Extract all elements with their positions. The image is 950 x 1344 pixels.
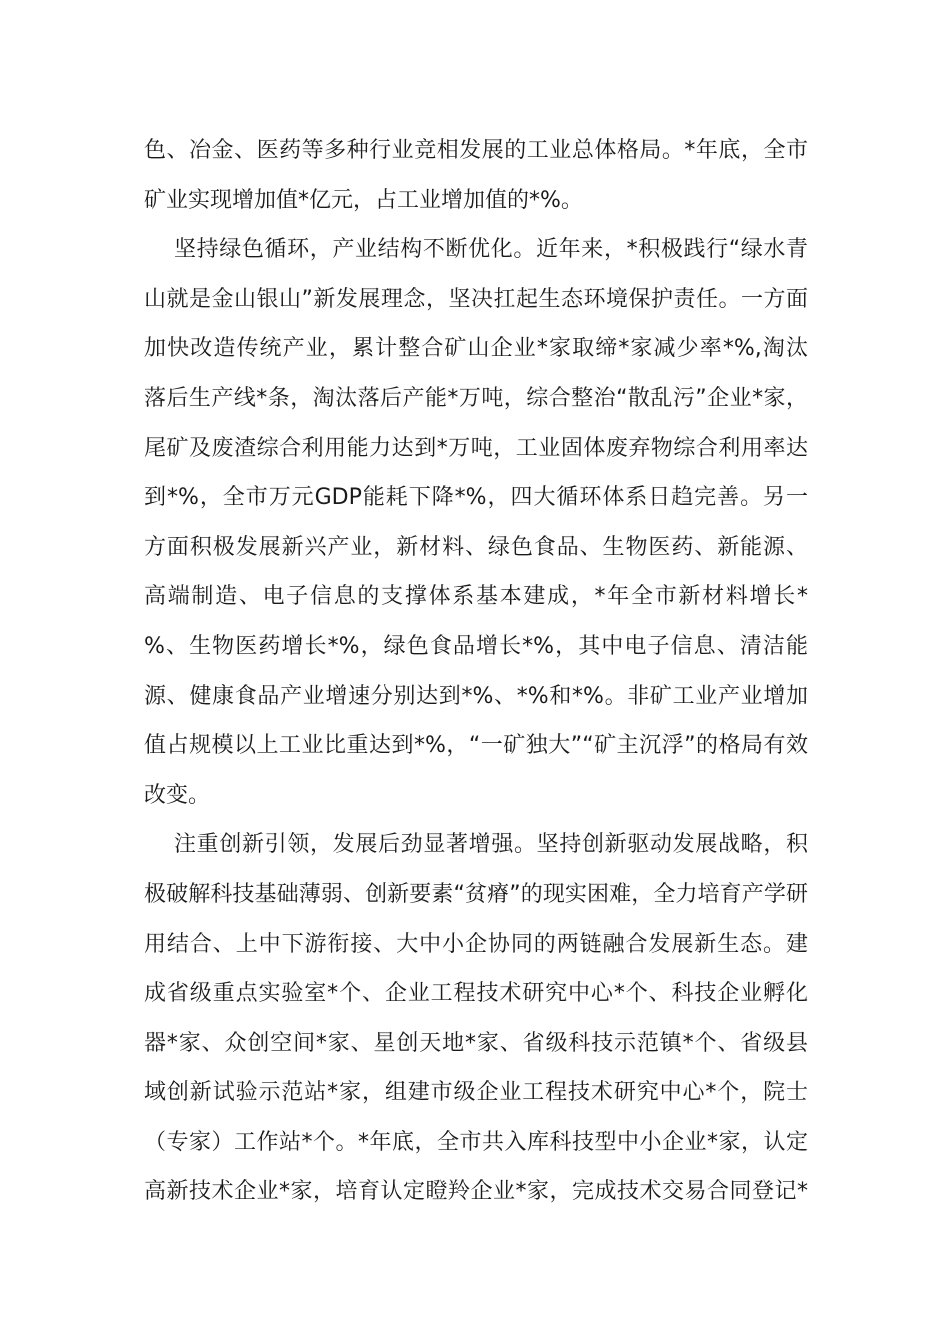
document-body (144, 126, 808, 1217)
text-line: 改变。 (144, 782, 211, 808)
text-line: （专家）工作站*个。*年底，全市共入库科技型中小企业*家，认定 (144, 1129, 808, 1155)
text-line: 落后生产线*条，淘汰落后产能*万吨，综合整治“散乱污”企业*家， (144, 385, 808, 411)
text-line: 矿业实现增加值*亿元，占工业增加值的*%。 (144, 187, 583, 213)
text-line: 器*家、众创空间*家、星创天地*家、省级科技示范镇*个、省级县 (144, 1030, 808, 1056)
paragraph-first-line: 注重创新引领，发展后劲显著增强。坚持创新驱动发展战略，积 (174, 832, 808, 858)
text-line: 用结合、上中下游衔接、大中小企协同的两链融合发展新生态。建 (144, 931, 808, 957)
text-line: 尾矿及废渣综合利用能力达到*万吨，工业固体废弃物综合利用率达 (144, 435, 808, 461)
paragraph-first-line: 坚持绿色循环，产业结构不断优化。近年来，*积极践行“绿水青 (174, 237, 808, 263)
text-line: 高新技术企业*家，培育认定瞪羚企业*家，完成技术交易合同登记* (144, 1179, 808, 1205)
text-line: 源、健康食品产业增速分别达到*%、*%和*%。非矿工业产业增加 (144, 683, 808, 709)
text-line: 极破解科技基础薄弱、创新要素“贫瘠”的现实困难，全力培育产学研 (144, 881, 808, 907)
text-line: 加快改造传统产业，累计整合矿山企业*家取缔*家减少率*%,淘汰 (144, 336, 808, 362)
text-line: 山就是金山银山”新发展理念，坚决扛起生态环境保护责任。一方面 (144, 286, 808, 312)
text-line: 到*%，全市万元GDP能耗下降*%，四大循环体系日趋完善。另一 (144, 485, 808, 511)
text-line: 高端制造、电子信息的支撑体系基本建成，*年全市新材料增长* (144, 584, 808, 610)
text-line: %、生物医药增长*%，绿色食品增长*%，其中电子信息、清洁能 (144, 633, 808, 659)
text-line: 值占规模以上工业比重达到*%，“一矿独大”“矿主沉浮”的格局有效 (144, 733, 808, 759)
text-line: 域创新试验示范站*家，组建市级企业工程技术研究中心*个，院士 (144, 1080, 808, 1106)
text-line: 方面积极发展新兴产业，新材料、绿色食品、生物医药、新能源、 (144, 534, 808, 560)
text-line: 成省级重点实验室*个、企业工程技术研究中心*个、科技企业孵化 (144, 981, 808, 1007)
text-line: 色、冶金、医药等多种行业竞相发展的工业总体格局。*年底，全市 (144, 138, 808, 163)
